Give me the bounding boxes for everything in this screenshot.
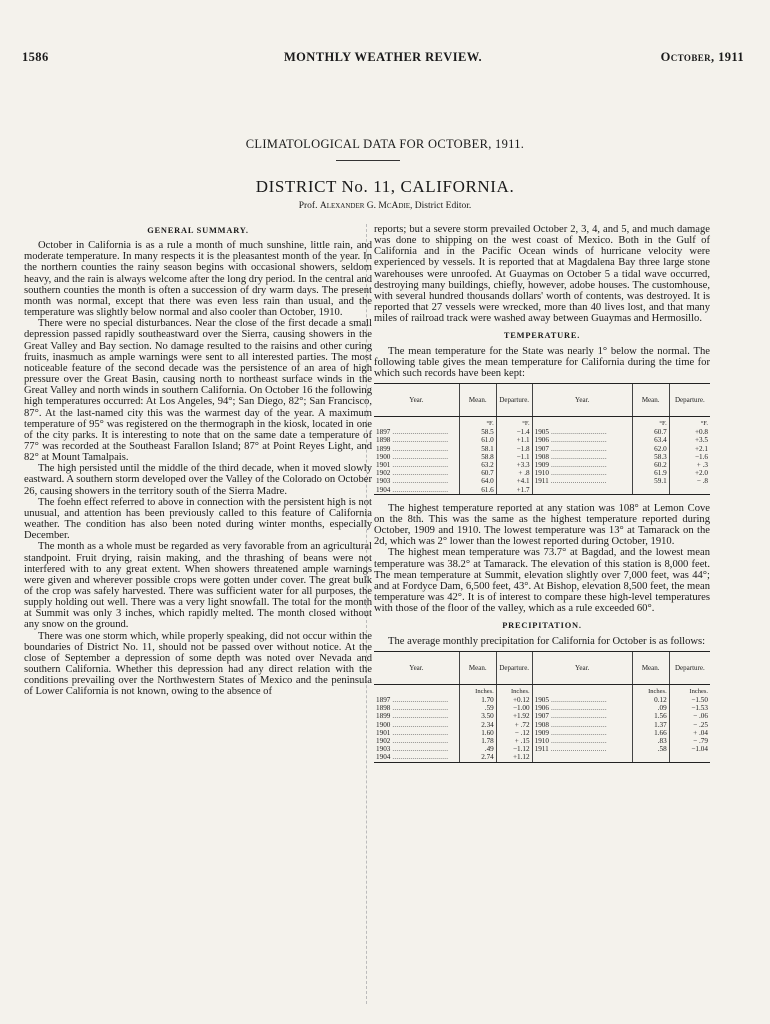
mean-cell: 2.34 (459, 721, 496, 729)
units-cell: Inches. (459, 684, 496, 696)
mean-cell: 61.0 (459, 436, 496, 444)
leader-dots: ............................ (390, 745, 449, 754)
units-cell: Inches. (632, 684, 669, 696)
column-header: Year. (374, 384, 459, 417)
departure-cell: − .8 (669, 477, 710, 485)
departure-cell: −1.8 (496, 445, 532, 453)
table-row (374, 453, 710, 461)
departure-cell: + .8 (496, 469, 532, 477)
leader-dots: ............................ (390, 753, 449, 762)
mean-cell: 2.74 (459, 753, 496, 762)
section-heading-general-summary: GENERAL SUMMARY. (147, 226, 249, 235)
table-header-row (374, 651, 710, 684)
departure-cell: +2.0 (669, 469, 710, 477)
mean-cell (632, 753, 669, 762)
departure-cell: +2.1 (669, 445, 710, 453)
running-header (22, 50, 744, 66)
mean-cell: .59 (459, 704, 496, 712)
mean-cell: .58 (632, 745, 669, 753)
departure-cell: +3.5 (669, 436, 710, 444)
leader-dots: ............................ (548, 436, 607, 445)
table-row (374, 729, 710, 737)
leader-dots: ............................ (390, 452, 449, 461)
year-cell (374, 753, 459, 762)
year-cell (374, 696, 459, 704)
departure-cell: + .72 (496, 721, 532, 729)
departure-cell: − .25 (669, 721, 710, 729)
mean-cell: 1.37 (632, 721, 669, 729)
year-value: 1900 (376, 720, 391, 729)
year-cell (532, 469, 632, 477)
year-value: 1899 (376, 444, 391, 453)
page-number: 1586 (22, 50, 49, 64)
leader-dots: ............................ (548, 745, 607, 754)
departure-cell: −1.04 (669, 745, 710, 753)
precipitation-table (374, 651, 710, 763)
leader-dots: ............................ (390, 444, 449, 453)
year-value: 1907 (534, 712, 549, 721)
section-heading-temperature: TEMPERATURE. (503, 331, 581, 341)
leader-dots: ............................ (548, 695, 607, 704)
column-header: Year. (374, 651, 459, 684)
leader-dots: ............................ (548, 728, 607, 737)
year-value: 1911 (534, 745, 549, 754)
year-value: 1902 (376, 736, 391, 745)
year-value: 1897 (376, 695, 391, 704)
summary-paragraph: The month as a whole must be regarded as very favorable from an agricultural standpoint. Fruit drying, raisin making, and the thrashing of beans were not interfered with to any great extent. When showers threatened ample warnings were given and wherever possible crops were gotten under cover. The great bulk of the crop was safely harvested. There was sufficient water for all purposes, the supply holding out well. There was a very light snowfall. The total for the month at Summit was only 3 inches, which rapidly melted. The month closed without any snow on the ground. (24, 541, 372, 631)
mean-cell: 59.1 (632, 477, 669, 485)
temperature-table (374, 383, 710, 495)
mean-cell: 64.0 (459, 477, 496, 485)
summary-paragraph: There were no special disturbances. Near the close of the first decade a small depression passed rapidly southeastward over the Sierra, causing showers in the Great Valley and Bay section. No damage resulted to the raisins and other curing fruits, inasmuch as ample warnings were sent to all interested parties. The most noticeable feature of the second decade was the persistence of an area of high pressure over the Great Basin, causing north to northeast surface winds in the Great Valley and north winds in southern California. On October 16 the following high temperatures occurred: At Los Angeles, 94°; San Diego, 82°; San Francisco, 87°. At the last-named city this was the warmest day of the year. A maximum temperature of 95° was registered on the thermograph in the kiosk, located in one of the city parks. It is interesting to note that on the same date a temperature of 77° was recorded at the Southeast Farallon Island; 87° at Point Reyes Light, and 82° at Mount Tamalpais. (24, 318, 372, 464)
summary-paragraph: There was one storm which, while properly speaking, did not occur within the boundaries of District No. 11, should not be passed over without notice. At the close of September a depression of some depth was noted over Nevada and southern California. Whether this depression had any direct relation with the conditions prevailing over the Northwestern States of Mexico and the peninsula of Lower California is not known, owing to the absence of (24, 630, 372, 698)
leader-dots: ............................ (548, 452, 607, 461)
mean-cell: 61.9 (632, 469, 669, 477)
leader-dots: ............................ (548, 428, 607, 437)
editor-name: Alexander G. McAdie, (319, 201, 413, 211)
year-cell (532, 745, 632, 753)
mean-cell: 60.7 (632, 428, 669, 436)
year-cell (532, 721, 632, 729)
summary-paragraph: October in California is as a rule a month of much sunshine, little rain, and moderate temperature. In many respects it is the pleasantest month of the year. In the northern counties the rainy season begins with occasional showers, seldom heavy, and the rain is always welcome after the long dry period. In the central and southern counties the month is often a succession of dry warm days. The present month was normal, except that there was even less rain than usual, and the temperature was slightly below normal and also cooler than October, 1910. (24, 240, 372, 319)
year-cell (532, 753, 632, 762)
year-value: 1910 (534, 469, 549, 478)
leader-dots: ............................ (390, 461, 449, 470)
title-divider (336, 160, 400, 161)
summary-paragraph: The foehn effect referred to above in connection with the persistent high is not unusual, and attention has been previously called to this feature of California weather. The condition has also been noted during winter months, especially December. (24, 496, 372, 542)
year-cell (532, 704, 632, 712)
year-value: 1899 (376, 712, 391, 721)
table-row (374, 737, 710, 745)
column-header: Departure. (496, 384, 532, 417)
left-column (24, 224, 372, 698)
departure-cell: +1.1 (496, 436, 532, 444)
year-cell (532, 477, 632, 485)
departure-cell: − .12 (496, 729, 532, 737)
year-cell (532, 729, 632, 737)
mean-cell: 63.2 (459, 461, 496, 469)
issue-date: October, 1911 (660, 50, 744, 64)
column-header: Mean. (632, 651, 669, 684)
mean-cell: 1.60 (459, 729, 496, 737)
year-cell (532, 737, 632, 745)
year-cell (374, 745, 459, 753)
departure-cell: −1.50 (669, 696, 710, 704)
units-cell: °F. (496, 417, 532, 429)
table-row (374, 753, 710, 762)
year-value: 1905 (534, 428, 549, 437)
leader-dots: ............................ (548, 736, 607, 745)
year-value: 1908 (534, 720, 549, 729)
departure-cell: +3.3 (496, 461, 532, 469)
leader-dots: ............................ (390, 436, 449, 445)
year-value: 1901 (376, 461, 391, 470)
table-row (374, 461, 710, 469)
temperature-paragraph: The highest temperature reported at any station was 108° at Lemon Cove on the 8th. This was the same as the highest temperature reported during October, 1909 and 1910. The lowest temperature was 13° at Tamarack on the 2d, which was 2° lower than the lowest reported during October, 1910. (374, 502, 710, 548)
year-cell (532, 436, 632, 444)
leader-dots: ............................ (390, 712, 449, 721)
section-heading-precipitation: PRECIPITATION. (502, 621, 582, 631)
units-cell: °F. (459, 417, 496, 429)
year-cell (374, 486, 459, 495)
departure-cell: + .3 (669, 461, 710, 469)
leader-dots: ............................ (548, 461, 607, 470)
mean-cell: 61.6 (459, 486, 496, 495)
mean-cell: 60.7 (459, 469, 496, 477)
departure-cell: −1.00 (496, 704, 532, 712)
departure-cell: −1.12 (496, 745, 532, 753)
table-row (374, 704, 710, 712)
mean-cell: 58.8 (459, 453, 496, 461)
column-header: Mean. (459, 651, 496, 684)
mean-cell: 1.78 (459, 737, 496, 745)
departure-cell: −1.6 (669, 453, 710, 461)
year-cell (374, 428, 459, 436)
mean-cell: 3.50 (459, 712, 496, 720)
year-value: 1903 (376, 477, 391, 486)
year-value: 1904 (376, 753, 391, 762)
units-cell (374, 684, 459, 696)
units-cell (532, 684, 632, 696)
column-header: Mean. (459, 384, 496, 417)
temperature-intro: The mean temperature for the State was nearly 1° below the normal. The following table gives the mean temperature for California during the time for which such records have been kept: (374, 345, 710, 379)
departure-cell: − .06 (669, 712, 710, 720)
mean-cell: 58.5 (459, 428, 496, 436)
mean-cell: .83 (632, 737, 669, 745)
table-row (374, 712, 710, 720)
units-cell (374, 417, 459, 429)
year-value: 1905 (534, 695, 549, 704)
year-cell (374, 461, 459, 469)
year-cell (532, 461, 632, 469)
leader-dots: ............................ (390, 485, 449, 494)
mean-cell: 1.70 (459, 696, 496, 704)
departure-cell (669, 486, 710, 495)
units-row (374, 684, 710, 696)
table-row (374, 486, 710, 495)
leader-dots: ............................ (548, 469, 607, 478)
departure-cell: +4.1 (496, 477, 532, 485)
departure-cell (669, 753, 710, 762)
table-row (374, 428, 710, 436)
year-cell (374, 453, 459, 461)
year-cell (374, 445, 459, 453)
departure-cell: +0.12 (496, 696, 532, 704)
leader-dots: ............................ (390, 728, 449, 737)
year-value: 1908 (534, 452, 549, 461)
year-cell (532, 712, 632, 720)
departure-cell: +1.92 (496, 712, 532, 720)
departure-cell: +1.7 (496, 486, 532, 495)
year-value: 1909 (534, 461, 549, 470)
year-cell (374, 469, 459, 477)
summary-paragraph: The high persisted until the middle of the third decade, when it moved slowly eastward. A southern storm developed over the Valley of the Colorado on October 26, causing showers in the territory south of the Sierra Madre. (24, 463, 372, 497)
table-header-row (374, 384, 710, 417)
year-value: 1897 (376, 428, 391, 437)
departure-cell: −1.4 (496, 428, 532, 436)
table-row (374, 721, 710, 729)
year-value: 1909 (534, 728, 549, 737)
mean-cell (632, 486, 669, 495)
leader-dots: ............................ (548, 720, 607, 729)
right-column (374, 224, 710, 771)
leader-dots: ............................ (548, 477, 607, 486)
year-cell (374, 712, 459, 720)
temperature-paragraph: The highest mean temperature was 73.7° at Bagdad, and the lowest mean temperature was 38.2° at Tamarack. The elevation of this station is 8,000 feet. The mean temperature at Summit, elevation slightly over 7,000 feet, was 44°; and at Fordyce Dam, 6,500 feet, 43°. At Bishop, elevation 8,500 feet, the mean temperature was 42°. It is of interest to compare these high-level temperatures with those of the floor of the valley, which as a rule exceeded 60°. (374, 547, 710, 615)
district-heading: DISTRICT No. 11, CALIFORNIA. (255, 177, 515, 196)
table-row (374, 436, 710, 444)
leader-dots: ............................ (390, 720, 449, 729)
departure-cell: − .79 (669, 737, 710, 745)
departure-cell: +0.8 (669, 428, 710, 436)
leader-dots: ............................ (390, 477, 449, 486)
table-row (374, 696, 710, 704)
year-cell (374, 704, 459, 712)
leader-dots: ............................ (548, 712, 607, 721)
table-row (374, 745, 710, 753)
precipitation-intro: The average monthly precipitation for California for October is as follows: (388, 635, 706, 647)
mean-cell: 58.3 (632, 453, 669, 461)
units-cell: °F. (632, 417, 669, 429)
editor-role: District Editor. (414, 201, 472, 211)
year-cell (532, 453, 632, 461)
column-header: Departure. (496, 651, 532, 684)
mean-cell: 62.0 (632, 445, 669, 453)
year-value: 1898 (376, 704, 391, 713)
leader-dots: ............................ (390, 704, 449, 713)
column-header: Departure. (669, 651, 710, 684)
year-value: 1906 (534, 704, 549, 713)
year-cell (532, 486, 632, 495)
year-cell (374, 436, 459, 444)
year-value: 1907 (534, 444, 549, 453)
departure-cell: −1.1 (496, 453, 532, 461)
column-header: Departure. (669, 384, 710, 417)
year-cell (374, 721, 459, 729)
year-cell (532, 445, 632, 453)
year-cell (532, 696, 632, 704)
year-cell (532, 428, 632, 436)
mean-cell: 63.4 (632, 436, 669, 444)
editor-prefix: Prof. (298, 201, 318, 211)
mean-cell: 60.2 (632, 461, 669, 469)
mean-cell: .09 (632, 704, 669, 712)
leader-dots: ............................ (390, 736, 449, 745)
leader-dots: ............................ (390, 428, 449, 437)
year-value: 1904 (376, 485, 391, 494)
year-value: 1911 (534, 477, 549, 486)
year-value: 1898 (376, 436, 391, 445)
leader-dots: ............................ (390, 695, 449, 704)
units-cell: °F. (669, 417, 710, 429)
mean-cell: 0.12 (632, 696, 669, 704)
article-title: CLIMATOLOGICAL DATA FOR OCTOBER, 1911. (245, 137, 525, 151)
departure-cell: + .04 (669, 729, 710, 737)
column-header: Mean. (632, 384, 669, 417)
year-value: 1901 (376, 728, 391, 737)
leader-dots: ............................ (390, 469, 449, 478)
column-header: Year. (532, 384, 632, 417)
year-cell (374, 737, 459, 745)
mean-cell: .49 (459, 745, 496, 753)
departure-cell: −1.53 (669, 704, 710, 712)
table-row (374, 445, 710, 453)
units-cell: Inches. (669, 684, 710, 696)
year-value: 1906 (534, 436, 549, 445)
leader-dots: ............................ (548, 444, 607, 453)
year-value: 1910 (534, 736, 549, 745)
leader-dots: ............................ (548, 704, 607, 713)
column-header: Year. (532, 651, 632, 684)
mean-cell: 1.56 (632, 712, 669, 720)
table-row (374, 477, 710, 485)
mean-cell: 58.1 (459, 445, 496, 453)
year-value: 1900 (376, 452, 391, 461)
year-cell (374, 729, 459, 737)
departure-cell: +1.12 (496, 753, 532, 762)
journal-title: MONTHLY WEATHER REVIEW. (283, 50, 483, 64)
departure-cell: + .15 (496, 737, 532, 745)
table-row (374, 469, 710, 477)
mean-cell: 1.66 (632, 729, 669, 737)
units-cell: Inches. (496, 684, 532, 696)
year-cell (374, 477, 459, 485)
units-cell (532, 417, 632, 429)
units-row (374, 417, 710, 429)
editor-credit (0, 201, 770, 211)
year-value: 1902 (376, 469, 391, 478)
year-value: 1903 (376, 745, 391, 754)
summary-continuation: reports; but a severe storm prevailed October 2, 3, 4, and 5, and much damage was done to shipping on the west coast of Mexico. Both in the Gulf of California and in the Pacific Ocean winds of hurricane velocity were experienced by vessels. It is reported that at Magdalena Bay three large stone warehouses were unroofed. At Guaymas on October 5 a tidal wave occurred, destroying many buildings, chiefly, however, adobe houses. The customhouse, with several hundred thousands dollars' worth of contents, was destroyed. It is reported that 27 vessels were wrecked, more than 40 lives lost, and that many miles of railroad track were washed away between Guaymas and Hermosillo. (374, 224, 710, 325)
